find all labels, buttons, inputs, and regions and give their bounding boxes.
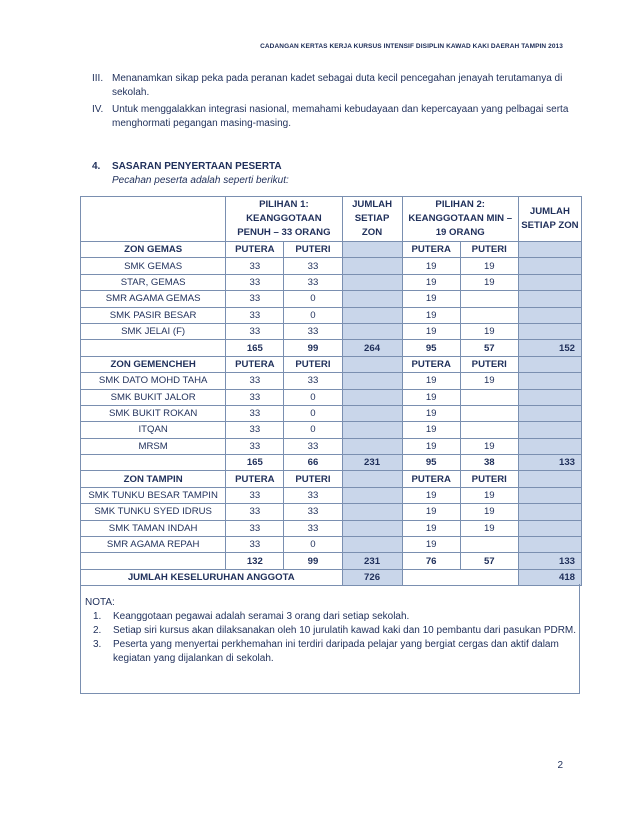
total-2-cell	[518, 520, 581, 536]
objectives-list	[92, 72, 592, 134]
putera-label: PUTERA	[402, 242, 460, 258]
total-2-cell	[518, 389, 581, 405]
opt2-putera: 19	[402, 537, 460, 553]
note-number: 3.	[93, 639, 102, 650]
opt1-puteri: 33	[284, 274, 342, 290]
puteri-label: PUTERI	[284, 471, 342, 487]
total-2-cell	[518, 537, 581, 553]
table-row	[81, 274, 582, 290]
total-1-cell	[342, 471, 402, 487]
note-item	[93, 638, 579, 666]
school-name: SMK TUNKU BESAR TAMPIN	[81, 487, 226, 503]
opt1-puteri: 33	[284, 323, 342, 339]
objective-item	[92, 103, 592, 131]
opt1-puteri: 33	[284, 373, 342, 389]
note-item	[93, 624, 579, 638]
total-opt2-putera: 95	[402, 340, 460, 356]
school-name: MRSM	[81, 438, 226, 454]
opt2-puteri	[460, 307, 518, 323]
opt2-puteri	[460, 389, 518, 405]
objective-number: III.	[92, 73, 104, 84]
total-2-cell	[518, 373, 581, 389]
puteri-label: PUTERI	[284, 356, 342, 372]
table-row	[81, 373, 582, 389]
total-1-cell	[342, 487, 402, 503]
school-name: SMK PASIR BESAR	[81, 307, 226, 323]
total-1-cell	[342, 258, 402, 274]
opt1-puteri: 0	[284, 291, 342, 307]
total-1-cell	[342, 537, 402, 553]
total-2-cell	[518, 323, 581, 339]
opt1-puteri: 0	[284, 405, 342, 421]
opt2-puteri	[460, 405, 518, 421]
opt2-putera: 19	[402, 504, 460, 520]
opt2-puteri	[460, 291, 518, 307]
table-row	[81, 422, 582, 438]
opt2-puteri: 19	[460, 487, 518, 503]
table-row	[81, 323, 582, 339]
objective-item	[92, 72, 592, 100]
note-number: 1.	[93, 611, 102, 622]
table-row	[81, 307, 582, 323]
total-opt2-putera: 76	[402, 553, 460, 569]
header-total-1: JUMLAH SETIAP ZON	[342, 197, 402, 242]
opt1-putera: 33	[226, 405, 284, 421]
school-name: SMK BUKIT ROKAN	[81, 405, 226, 421]
zone-total-1: 231	[342, 553, 402, 569]
zone-total-2: 152	[518, 340, 581, 356]
zone-header-row	[81, 471, 582, 487]
zone-total-2: 133	[518, 553, 581, 569]
total-2-cell	[518, 242, 581, 258]
opt1-putera: 33	[226, 274, 284, 290]
total-opt1-putera: 165	[226, 455, 284, 471]
total-2-cell	[518, 487, 581, 503]
note-number: 2.	[93, 625, 102, 636]
opt2-putera: 19	[402, 405, 460, 421]
notes-label: NOTA:	[85, 597, 115, 608]
school-name: STAR, GEMAS	[81, 274, 226, 290]
total-2-cell	[518, 471, 581, 487]
puteri-label: PUTERI	[460, 471, 518, 487]
total-2-cell	[518, 504, 581, 520]
zone-total-1: 231	[342, 455, 402, 471]
zone-header-row	[81, 242, 582, 258]
total-1-cell	[342, 373, 402, 389]
total-2-cell	[518, 438, 581, 454]
table-header-row	[81, 197, 582, 242]
note-text: Peserta yang menyertai perkhemahan ini terdiri daripada pelajar yang bergiat cergas dan aktif dalam kegiatan yang dijalankan di sekolah.	[113, 639, 559, 664]
opt1-putera: 33	[226, 520, 284, 536]
opt1-putera: 33	[226, 389, 284, 405]
section-title: SASARAN PENYERTAAN PESERTA	[112, 161, 282, 172]
opt2-puteri: 19	[460, 274, 518, 290]
opt2-puteri: 19	[460, 438, 518, 454]
total-opt2-puteri: 57	[460, 553, 518, 569]
opt1-puteri: 33	[284, 258, 342, 274]
total-2-cell	[518, 307, 581, 323]
total-label-cell	[81, 553, 226, 569]
header-total-2: JUMLAH SETIAP ZON	[518, 197, 581, 242]
opt2-putera: 19	[402, 307, 460, 323]
notes-box	[80, 584, 580, 694]
table-row	[81, 258, 582, 274]
total-label-cell	[81, 340, 226, 356]
table-row	[81, 504, 582, 520]
school-name: SMK DATO MOHD TAHA	[81, 373, 226, 389]
zone-name: ZON GEMAS	[81, 242, 226, 258]
note-text: Keanggotaan pegawai adalah seramai 3 orang dari setiap sekolah.	[113, 611, 410, 622]
table-row	[81, 487, 582, 503]
objective-number: IV.	[92, 104, 104, 115]
section-title-line	[92, 160, 289, 174]
total-2-cell	[518, 405, 581, 421]
total-1-cell	[342, 274, 402, 290]
grand-total-2: 418	[518, 569, 581, 585]
section-subtitle: Pecahan peserta adalah seperti berikut:	[112, 175, 289, 186]
opt2-putera: 19	[402, 258, 460, 274]
total-opt1-puteri: 99	[284, 553, 342, 569]
total-1-cell	[342, 356, 402, 372]
total-1-cell	[342, 438, 402, 454]
zone-total-row	[81, 553, 582, 569]
table-row	[81, 438, 582, 454]
total-1-cell	[342, 291, 402, 307]
opt2-putera: 19	[402, 422, 460, 438]
zone-total-1: 264	[342, 340, 402, 356]
total-1-cell	[342, 389, 402, 405]
total-1-cell	[342, 405, 402, 421]
opt2-putera: 19	[402, 373, 460, 389]
opt2-putera: 19	[402, 291, 460, 307]
total-opt1-puteri: 66	[284, 455, 342, 471]
school-name: SMK TAMAN INDAH	[81, 520, 226, 536]
putera-label: PUTERA	[402, 471, 460, 487]
school-name: SMR AGAMA REPAH	[81, 537, 226, 553]
running-header: CADANGAN KERTAS KERJA KURSUS INTENSIF DISIPLIN KAWAD KAKI DAERAH TAMPIN 2013	[260, 43, 563, 50]
school-name: SMR AGAMA GEMAS	[81, 291, 226, 307]
total-1-cell	[342, 323, 402, 339]
putera-label: PUTERA	[226, 471, 284, 487]
objective-text: Menanamkan sikap peka pada peranan kadet sebagai duta kecil pencegahan jenayah terutamanya di sekolah.	[112, 73, 563, 98]
opt1-puteri: 33	[284, 487, 342, 503]
puteri-label: PUTERI	[460, 356, 518, 372]
puteri-label: PUTERI	[460, 242, 518, 258]
opt1-putera: 33	[226, 537, 284, 553]
opt2-putera: 19	[402, 323, 460, 339]
total-2-cell	[518, 422, 581, 438]
school-name: SMK BUKIT JALOR	[81, 389, 226, 405]
total-opt2-puteri: 38	[460, 455, 518, 471]
total-opt2-putera: 95	[402, 455, 460, 471]
table-row	[81, 520, 582, 536]
zone-total-2: 133	[518, 455, 581, 471]
opt1-putera: 33	[226, 422, 284, 438]
opt1-puteri: 33	[284, 520, 342, 536]
note-item	[93, 610, 579, 624]
opt2-puteri	[460, 422, 518, 438]
header-option-2: PILIHAN 2: KEANGGOTAAN MIN – 19 ORANG	[402, 197, 518, 242]
opt1-puteri: 0	[284, 422, 342, 438]
total-1-cell	[342, 504, 402, 520]
header-empty-cell	[81, 197, 226, 242]
section-heading	[92, 160, 289, 188]
putera-label: PUTERA	[402, 356, 460, 372]
page-number: 2	[557, 760, 563, 771]
opt1-putera: 33	[226, 438, 284, 454]
puteri-label: PUTERI	[284, 242, 342, 258]
opt2-putera: 19	[402, 520, 460, 536]
total-2-cell	[518, 356, 581, 372]
opt1-putera: 33	[226, 258, 284, 274]
putera-label: PUTERA	[226, 356, 284, 372]
opt2-puteri	[460, 537, 518, 553]
table-row	[81, 405, 582, 421]
school-name: SMK GEMAS	[81, 258, 226, 274]
opt1-puteri: 33	[284, 438, 342, 454]
total-1-cell	[342, 242, 402, 258]
opt1-putera: 33	[226, 373, 284, 389]
total-2-cell	[518, 291, 581, 307]
total-1-cell	[342, 520, 402, 536]
opt2-puteri: 19	[460, 520, 518, 536]
table-row	[81, 537, 582, 553]
opt1-putera: 33	[226, 504, 284, 520]
zone-name: ZON GEMENCHEH	[81, 356, 226, 372]
opt2-puteri: 19	[460, 504, 518, 520]
opt2-puteri: 19	[460, 258, 518, 274]
zone-total-row	[81, 340, 582, 356]
objective-text: Untuk menggalakkan integrasi nasional, memahami kebudayaan dan kepercayaan yang pelbagai serta menghormati pegangan masing-masing.	[112, 104, 569, 129]
opt1-puteri: 33	[284, 504, 342, 520]
opt2-putera: 19	[402, 487, 460, 503]
header-option-1: PILIHAN 1: KEANGGOTAAN PENUH – 33 ORANG	[226, 197, 342, 242]
opt2-puteri: 19	[460, 373, 518, 389]
zone-name: ZON TAMPIN	[81, 471, 226, 487]
total-opt2-puteri: 57	[460, 340, 518, 356]
table-row	[81, 389, 582, 405]
total-opt1-putera: 132	[226, 553, 284, 569]
total-opt1-puteri: 99	[284, 340, 342, 356]
note-text: Setiap siri kursus akan dilaksanakan oleh 10 jurulatih kawad kaki dan 10 pembantu dari pasukan PDRM.	[113, 625, 577, 636]
opt2-puteri: 19	[460, 323, 518, 339]
opt1-putera: 33	[226, 307, 284, 323]
school-name: ITQAN	[81, 422, 226, 438]
zone-header-row	[81, 356, 582, 372]
zone-total-row	[81, 455, 582, 471]
section-number: 4.	[92, 161, 101, 172]
opt2-putera: 19	[402, 389, 460, 405]
opt2-putera: 19	[402, 438, 460, 454]
opt1-putera: 33	[226, 487, 284, 503]
total-2-cell	[518, 274, 581, 290]
putera-label: PUTERA	[226, 242, 284, 258]
total-opt1-putera: 165	[226, 340, 284, 356]
opt1-putera: 33	[226, 323, 284, 339]
school-name: SMK JELAI (F)	[81, 323, 226, 339]
participants-table	[80, 196, 582, 586]
total-label-cell	[81, 455, 226, 471]
table-row	[81, 291, 582, 307]
grand-total-1: 726	[342, 569, 402, 585]
total-2-cell	[518, 258, 581, 274]
total-1-cell	[342, 422, 402, 438]
grand-total-label: JUMLAH KESELURUHAN ANGGOTA	[81, 569, 343, 585]
opt1-putera: 33	[226, 291, 284, 307]
total-1-cell	[342, 307, 402, 323]
school-name: SMK TUNKU SYED IDRUS	[81, 504, 226, 520]
opt1-puteri: 0	[284, 537, 342, 553]
opt1-puteri: 0	[284, 307, 342, 323]
opt1-puteri: 0	[284, 389, 342, 405]
opt2-putera: 19	[402, 274, 460, 290]
